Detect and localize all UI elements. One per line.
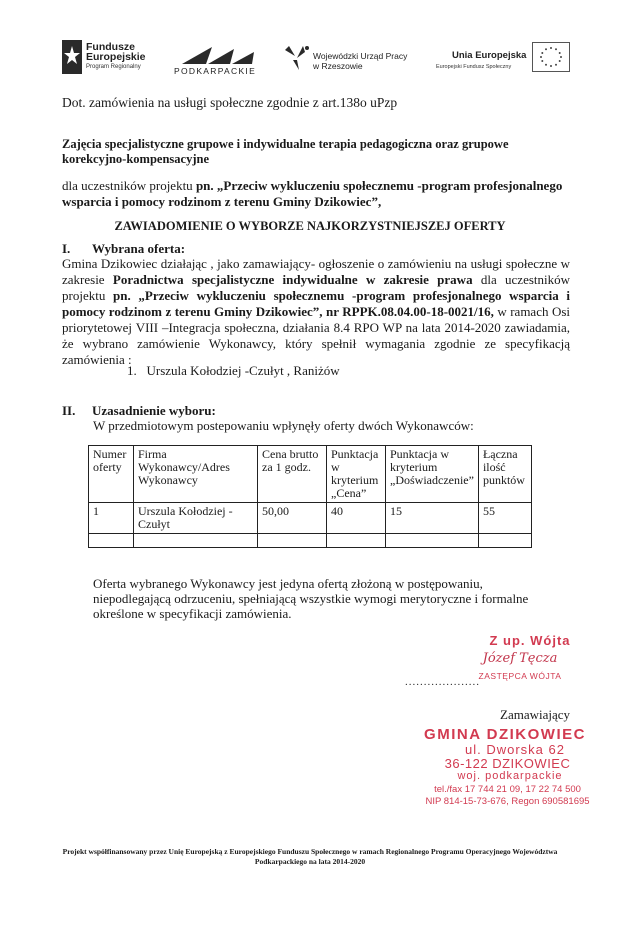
table-row: [89, 503, 532, 534]
fe-line1: Fundusze: [86, 41, 135, 53]
fe-line2: Europejskie: [86, 51, 146, 63]
cell-offer-number: 1: [89, 503, 134, 534]
section1-number: I.: [62, 241, 71, 256]
cell-price-score: 40: [327, 503, 386, 534]
cofinancing-footer: Projekt współfinansowany przez Unię Europejską z Europejskiego Funduszu Społecznego w ramach Regionalnego Programu Operacyjnego Województwa Podkarpackiego na lata 2014-2020: [62, 847, 558, 866]
deputy-stamp-title: Z up. Wójta: [489, 633, 571, 648]
header-experience-score: Punktacja w kryterium „Doświadczenie”: [386, 446, 479, 503]
empty-cell: [134, 534, 258, 548]
section2-title: Uzasadnienie wyboru:: [92, 403, 216, 418]
signature-name: Józef Tęcza: [482, 651, 558, 666]
participants-line: [62, 178, 570, 210]
header-price-score: Punktacja w kryterium „Cena”: [327, 446, 386, 503]
ue-line2: Europejski Fundusz Społeczny: [436, 64, 512, 70]
podkarpackie-text: PODKARPACKIE: [174, 66, 257, 76]
podkarpackie-wing-icon: [172, 44, 262, 66]
fundusze-europejskie-logo: [62, 40, 162, 76]
subject-heading: Zajęcia specjalistyczne grupowe i indywidualne terapia pedagogiczna oraz grupowe korekcyjno-kompensacyjne: [62, 137, 509, 166]
fe-line3: Program Regionalny: [86, 64, 141, 70]
cell-price: 50,00: [258, 503, 327, 534]
empty-cell: [478, 534, 531, 548]
header-offer-number: Numer oferty: [89, 446, 134, 503]
section2-number: II.: [62, 403, 76, 418]
reference-line: Dot. zamówienia na usługi społeczne zgodnie z art.138o uPzp: [62, 95, 398, 110]
section1-p1: Gmina Dzikowiec działając , jako zamawiający- ogłoszenie o zamówieniu na usługi społeczne w zakresie: [62, 256, 570, 287]
table-row-empty: [89, 534, 532, 548]
notice-title: ZAWIADOMIENIE O WYBORZE NAJKORZYSTNIEJSZEJ OFERTY: [114, 219, 506, 233]
header-total-score: Łączna ilość punktów: [478, 446, 531, 503]
empty-cell: [386, 534, 479, 548]
empty-cell: [89, 534, 134, 548]
section1-p3: dla uczestników projektu: [62, 272, 571, 303]
cell-total-score: 55: [478, 503, 531, 534]
municipality-stamp-province: woj. podkarpackie: [457, 770, 563, 782]
municipality-stamp-nip: NIP 814-15-73-676, Regon 690581695: [425, 796, 590, 807]
section2-heading: [62, 403, 570, 418]
section2-intro: W przedmiotowym postepowaniu wpłynęły oferty dwóch Wykonawców:: [93, 418, 474, 433]
cell-experience-score: 15: [386, 503, 479, 534]
section1-p2: Poradnictwa specjalistyczne indywidualne w zakresie prawa: [112, 272, 473, 287]
offers-table: [88, 445, 532, 548]
role-label: Zamawiający: [500, 707, 571, 722]
participants-prefix: dla uczestników projektu: [62, 178, 193, 193]
eu-flag-icon: [532, 42, 570, 72]
project-name: pn. „Przeciw wykluczeniu społecznemu -program profesjonalnego wsparcia i pomocy rodzinom z terenu Gminy Dzikowiec”,: [62, 178, 563, 209]
section1-p5: w ramach Osi priorytetowej VIII –Integracja społeczna, działania 8.4 RPO WP na lata 2014-2020 zawiadamia, że wybrano zamówienie Wykonawcy, który spełnił wymagania zgodnie ze specyfikacją zamówienia :: [62, 304, 570, 367]
fe-star-icon: [62, 40, 82, 74]
wup-arrows-icon: [283, 42, 311, 72]
header-contractor: Firma Wykonawcy/Adres Wykonawcy: [134, 446, 258, 503]
section1-body: [62, 256, 570, 368]
cell-contractor: Urszula Kołodziej - Czułyt: [134, 503, 258, 534]
empty-cell: [327, 534, 386, 548]
section2-closing: Oferta wybranego Wykonawcy jest jedyna ofertą złożoną w postępowaniu, niepodlegającą odrzuceniu, spełniającą wszystkie wymogi merytoryczne i formalne określone w specyfikacji zamówienia.: [93, 576, 529, 621]
signature-dots: ....................: [405, 676, 480, 688]
municipality-stamp-street: ul. Dworska 62: [465, 742, 565, 757]
municipality-stamp-tel: tel./fax 17 744 21 09, 17 22 74 500: [434, 784, 581, 795]
section1-title: Wybrana oferta:: [92, 241, 186, 256]
municipality-stamp-city: 36-122 DZIKOWIEC: [444, 756, 571, 771]
unia-europejska-logo: [436, 42, 570, 76]
header-price: Cena brutto za 1 godz.: [258, 446, 327, 503]
section1-heading: [62, 241, 570, 256]
table-header-row: [89, 446, 532, 503]
municipality-stamp-name: GMINA DZIKOWIEC: [424, 726, 586, 743]
winner-number: 1.: [127, 363, 137, 378]
wup-line1: Wojewódzki Urząd Pracy: [313, 51, 408, 61]
deputy-stamp-role: ZASTĘPCA WÓJTA: [478, 671, 562, 681]
wup-line2: w Rzeszowie: [313, 61, 363, 71]
wup-logo: [283, 40, 423, 74]
podkarpackie-logo: [172, 44, 262, 78]
ue-line1: Unia Europejska: [452, 50, 527, 61]
selected-contractor: [127, 363, 340, 379]
empty-cell: [258, 534, 327, 548]
section1-p4: pn. „Przeciw wykluczeniu społecznemu -program profesjonalnego wsparcia i pomocy rodzinom z terenu Gminy Dzikowiec”, nr RPPK.08.04.00-18-0021/16,: [62, 288, 570, 319]
winner-name: Urszula Kołodziej -Czułyt , Raniżów: [146, 363, 340, 378]
